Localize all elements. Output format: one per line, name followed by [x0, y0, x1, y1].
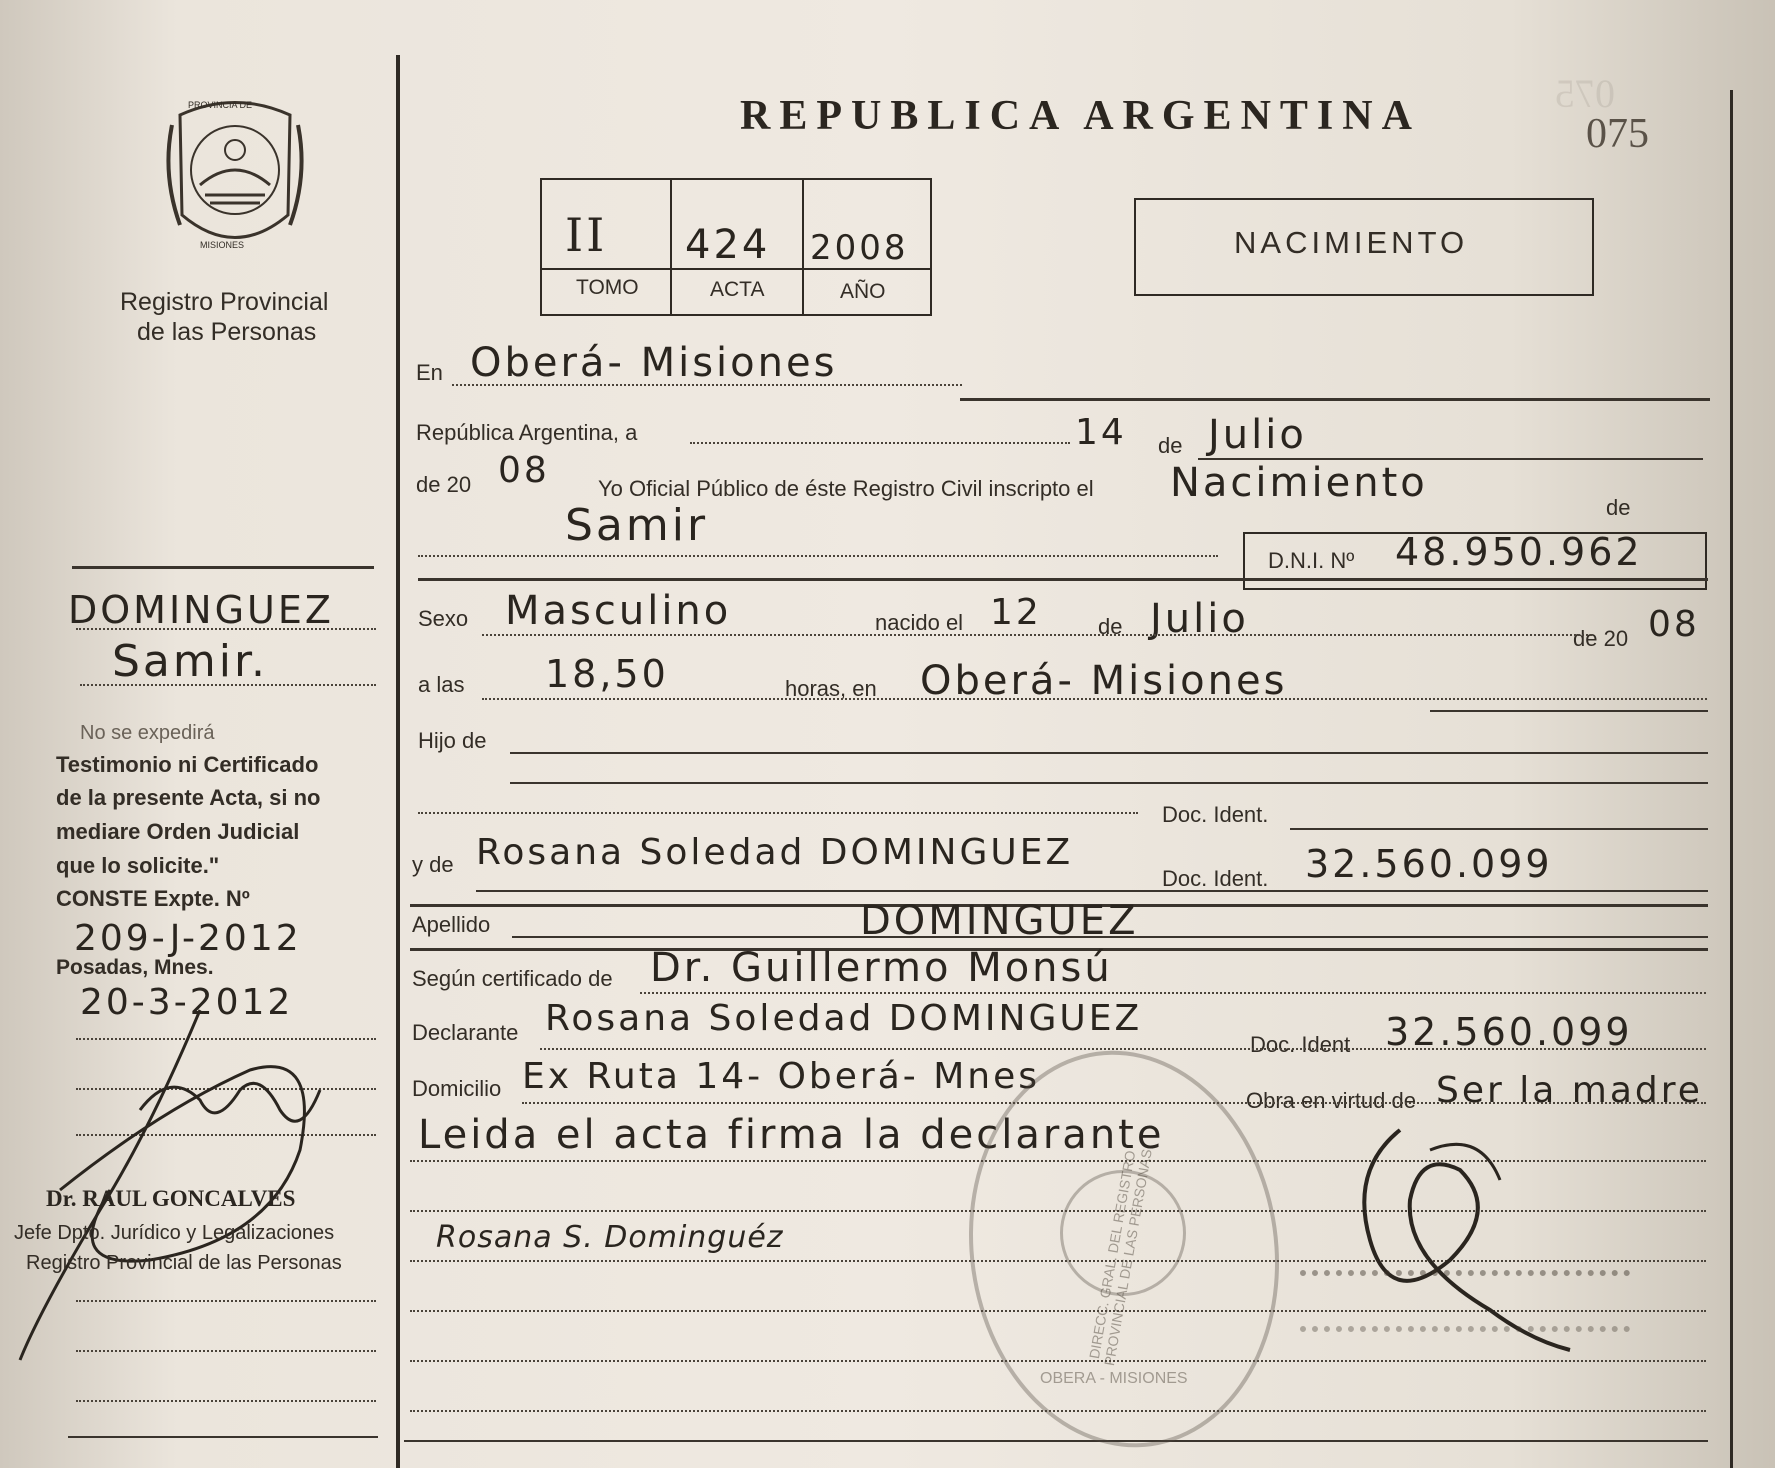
- name-value: Samir: [565, 500, 709, 551]
- alas-solid-line: [1430, 710, 1708, 712]
- nacido-label: nacido el: [875, 610, 964, 635]
- de-label-2: de: [1606, 495, 1631, 520]
- dni-value: 48.950.962: [1395, 530, 1643, 574]
- officer-stamp-faded: [1300, 1270, 1630, 1332]
- official-org: Registro Provincial de las Personas: [26, 1252, 342, 1274]
- day-value: 14: [1075, 412, 1127, 453]
- margin-given-name: Samir.: [112, 636, 269, 687]
- month-value: Julio: [1208, 412, 1307, 458]
- mother-doc-value: 32.560.099: [1305, 842, 1553, 886]
- inscripto-value: Nacimiento: [1170, 460, 1428, 506]
- apellido-value: DOMINGUEZ: [860, 898, 1139, 944]
- declarante-doc-value: 32.560.099: [1385, 1010, 1633, 1054]
- de-label-1: de: [1158, 433, 1183, 458]
- margin-bottom-line: [68, 1436, 378, 1438]
- acta-value: 424: [685, 222, 771, 268]
- alas-label: a las: [418, 672, 465, 697]
- sexo-line: [482, 634, 1592, 636]
- doc-ident-label-2: Doc. Ident.: [1162, 866, 1269, 891]
- registry-seal: [160, 95, 310, 260]
- conste-label: CONSTE Expte. Nº: [56, 886, 250, 911]
- margin-line-1: [76, 628, 376, 630]
- name-line: [418, 555, 1218, 557]
- apellido-label: Apellido: [412, 912, 491, 937]
- right-border-line: [1730, 90, 1733, 1468]
- en-line: [960, 398, 1710, 401]
- official-role: Jefe Dpto. Jurídico y Legalizaciones: [14, 1222, 335, 1244]
- anio-label: AÑO: [840, 280, 886, 303]
- hijo-line: [510, 752, 1708, 754]
- seal-bottom-text: MISIONES: [200, 240, 245, 250]
- hour-value: 18,50: [545, 652, 669, 696]
- acta-label: ACTA: [710, 278, 765, 301]
- record-box-divider-1: [670, 178, 672, 314]
- horas-label: horas, en: [785, 676, 877, 701]
- anio-value: 2008: [810, 228, 909, 268]
- section-divider-line: [418, 578, 1708, 581]
- declarante-value: Rosana Soledad DOMINGUEZ: [545, 998, 1143, 1039]
- segun-label: Según certificado de: [412, 966, 613, 991]
- page-number: 075: [1586, 111, 1649, 157]
- oficial-label: Yo Oficial Público de éste Registro Civil inscripto el: [598, 476, 1094, 501]
- obra-label: Obra en virtud de: [1246, 1088, 1416, 1113]
- margin-line-8: [76, 1400, 376, 1402]
- year-suffix-value: 08: [498, 450, 550, 491]
- de20-label-2: de 20: [1573, 626, 1629, 651]
- margin-city: Posadas, Mnes.: [56, 956, 214, 979]
- doctor-value: Dr. Guillermo Monsú: [650, 945, 1113, 991]
- alas-line: [482, 698, 1707, 700]
- declarante-label: Declarante: [412, 1020, 519, 1045]
- doc-ident-label: Doc. Ident.: [1162, 802, 1269, 827]
- notice-line-2: Testimonio ni Certificado: [56, 752, 319, 777]
- mother-name-value: Rosana Soledad DOMINGUEZ: [476, 832, 1074, 873]
- apellido-line: [512, 936, 1708, 938]
- en-dotted-line: [452, 384, 962, 386]
- margin-line-2: [80, 684, 376, 686]
- doc-ident-label-3: Doc. Ident: [1250, 1032, 1351, 1057]
- bottom-line: [404, 1440, 1708, 1442]
- official-signature-scribble: [0, 990, 340, 1370]
- expte-value: 209-J-2012: [74, 918, 302, 959]
- dni-label: D.N.I. Nº: [1268, 548, 1355, 573]
- birth-month-value: Julio: [1150, 596, 1249, 642]
- notice-line-1: No se expedirá: [80, 722, 215, 744]
- record-box-divider-2: [802, 178, 804, 314]
- margin-date: 20-3-2012: [80, 982, 294, 1023]
- hijo-label: Hijo de: [418, 728, 487, 753]
- domicilio-label: Domicilio: [412, 1076, 502, 1101]
- record-box-hline: [540, 268, 930, 270]
- de-label-3: de: [1098, 614, 1123, 639]
- document-title: REPUBLICA ARGENTINA: [740, 93, 1421, 139]
- republica-label: República Argentina, a: [416, 420, 638, 445]
- notice-line-3: de la presente Acta, si no: [56, 785, 321, 810]
- round-stamp-text: DIRECC. GRAL. DEL REGISTRO PROVINCIAL DE LAS PERSONAS: [1085, 1147, 1155, 1367]
- tomo-value: II: [565, 208, 608, 262]
- declarant-signature: Rosana S. Dominguéz: [436, 1220, 784, 1255]
- margin-divider-line: [396, 55, 400, 1468]
- republica-dotted: [690, 442, 1070, 444]
- yde-label: y de: [412, 852, 454, 877]
- birth-year-suffix-value: 08: [1648, 604, 1700, 645]
- note-value: Leida el acta firma la declarante: [418, 1112, 1165, 1158]
- registry-name-line1: Registro Provincial: [120, 288, 329, 316]
- hijo-line-2: [510, 782, 1708, 784]
- registry-name-line2: de las Personas: [137, 318, 317, 346]
- en-label: En: [416, 360, 443, 385]
- seal-top-text: PROVINCIA DE: [188, 100, 253, 110]
- segun-line: [640, 992, 1706, 994]
- margin-top-line: [72, 566, 374, 569]
- notice-line-5: que lo solicite.": [56, 853, 220, 878]
- birth-place-value: Oberá- Misiones: [920, 658, 1288, 704]
- de20-label: de 20: [416, 472, 472, 497]
- obra-value: Ser la madre: [1436, 1070, 1703, 1111]
- margin-line-6: [76, 1300, 376, 1302]
- birth-day-value: 12: [990, 592, 1042, 633]
- hijo-line-3: [418, 812, 1138, 814]
- doc-ident-line: [1290, 828, 1708, 830]
- act-type-label: NACIMIENTO: [1234, 225, 1469, 260]
- sexo-label: Sexo: [418, 606, 469, 631]
- margin-line-7: [76, 1350, 376, 1352]
- bleed-through-text: 075: [1555, 71, 1615, 116]
- sexo-value: Masculino: [505, 588, 732, 634]
- en-value: Oberá- Misiones: [470, 340, 838, 386]
- declarante-line: [540, 1048, 1706, 1050]
- notice-line-4: mediare Orden Judicial: [56, 819, 300, 844]
- domicilio-value: Ex Ruta 14- Oberá- Mnes: [522, 1056, 1040, 1097]
- margin-surname: DOMINGUEZ: [68, 588, 334, 632]
- official-name: Dr. RAUL GONCALVES: [46, 1186, 296, 1211]
- tomo-label: TOMO: [576, 276, 639, 299]
- round-stamp-city: OBERA - MISIONES: [1040, 1370, 1188, 1387]
- mother-line: [476, 890, 1708, 892]
